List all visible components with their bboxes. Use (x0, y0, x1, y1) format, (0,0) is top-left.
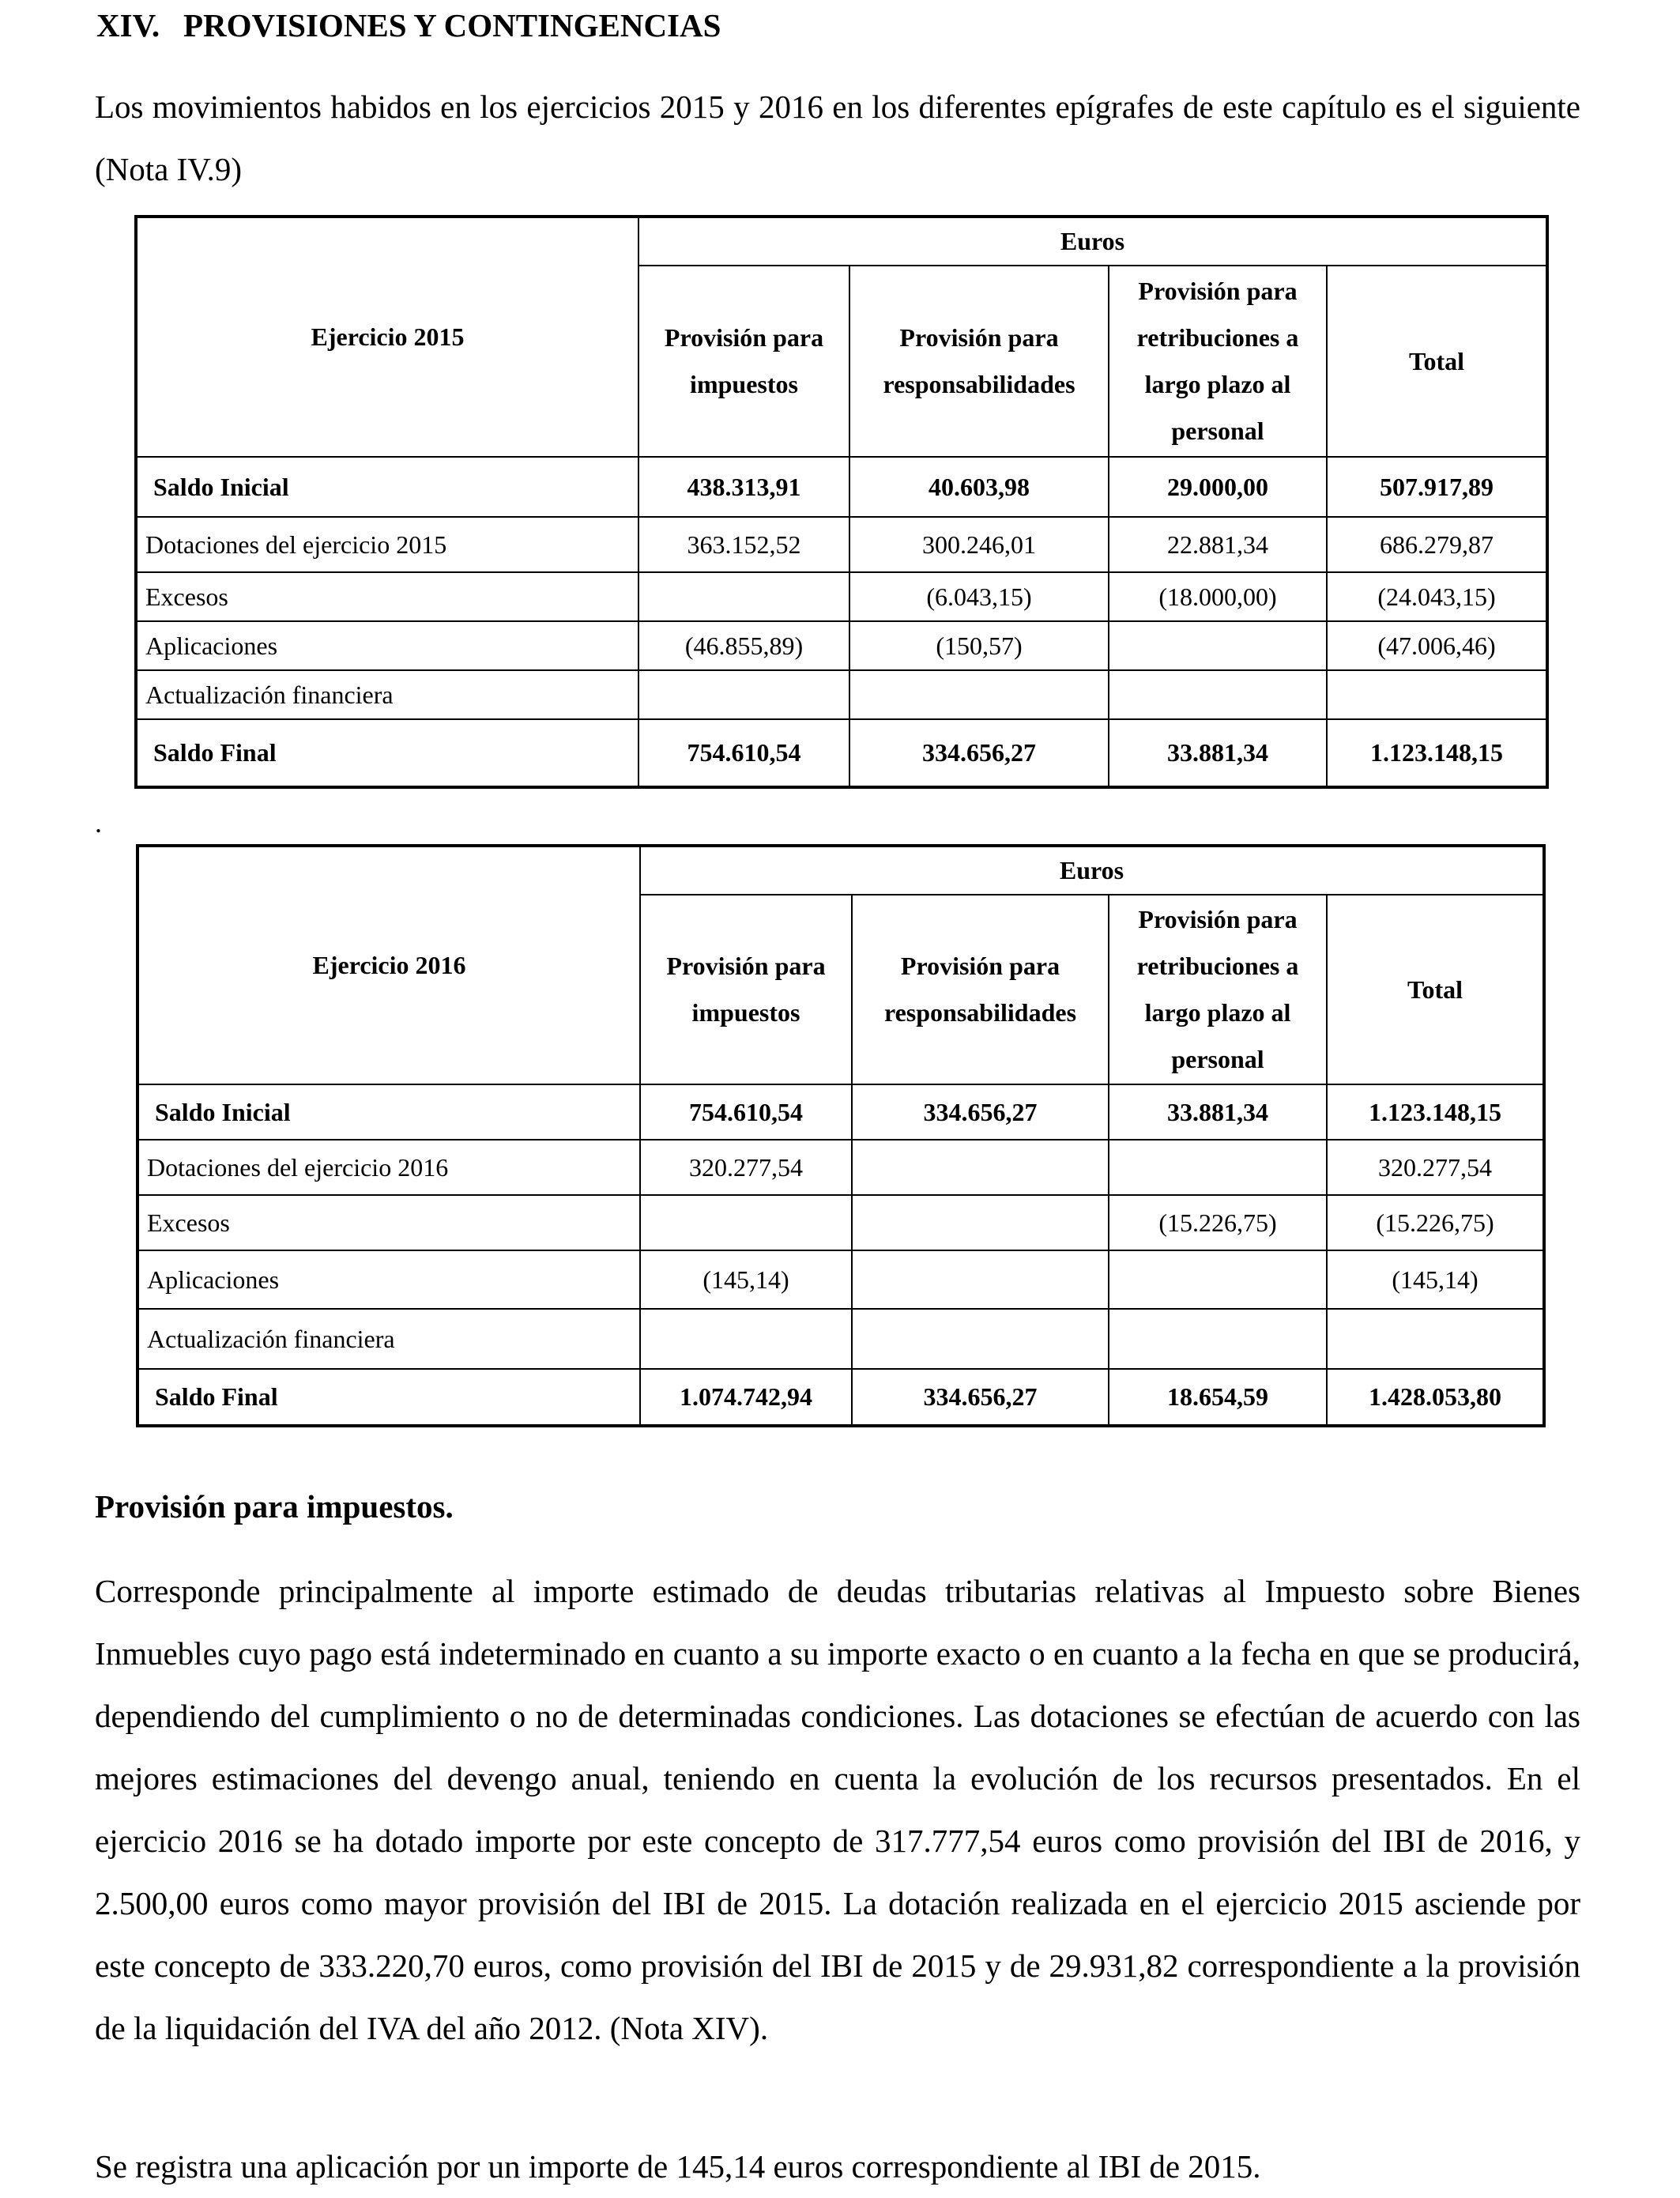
cell: 33.881,34 (1109, 719, 1327, 787)
provision-last-line: Se registra una aplicación por un importe de 145,14 euros correspondiente al IBI de 2015. (95, 2148, 1261, 2185)
column-header: Total (1327, 895, 1544, 1084)
table-row (136, 670, 1547, 719)
cell: 300.246,01 (849, 517, 1109, 572)
table-row (136, 621, 1547, 670)
cell: 1.074.742,94 (640, 1369, 852, 1426)
cell (849, 670, 1109, 719)
intro-paragraph: Los movimientos habidos en los ejercicios 2015 y 2016 en los diferentes epígrafes de este capítulo es el siguiente (Nota IV.9) (95, 89, 1580, 187)
provision-heading: Provisión para impuestos. (95, 1488, 454, 1525)
table-row (136, 457, 1547, 517)
cell: 33.881,34 (1109, 1084, 1327, 1140)
cell: 40.603,98 (849, 457, 1109, 517)
cell (852, 1195, 1109, 1250)
row-label: Saldo Inicial (137, 1084, 640, 1140)
cell: 29.000,00 (1109, 457, 1327, 517)
column-header: Provisión para impuestos (640, 895, 852, 1084)
cell: 507.917,89 (1327, 457, 1547, 517)
table-row (136, 517, 1547, 572)
group-header: Euros (640, 846, 1544, 895)
cell (640, 1309, 852, 1369)
cell: 334.656,27 (852, 1369, 1109, 1426)
column-header: Provisión para impuestos (638, 266, 849, 457)
cell (1109, 1309, 1327, 1369)
cell: 320.277,54 (1327, 1140, 1544, 1195)
table-row (137, 1250, 1544, 1309)
cell (1109, 1250, 1327, 1309)
cell: (18.000,00) (1109, 572, 1327, 621)
table-row (137, 1084, 1544, 1140)
cell: (145,14) (640, 1250, 852, 1309)
cell: 22.881,34 (1109, 517, 1327, 572)
cell (852, 1309, 1109, 1369)
row-label: Actualización financiera (136, 670, 638, 719)
column-header: Provisión para retribuciones a largo plazo al personal (1109, 895, 1327, 1084)
cell (1327, 670, 1547, 719)
column-header: Total (1327, 266, 1547, 457)
cell: 334.656,27 (852, 1084, 1109, 1140)
cell (852, 1250, 1109, 1309)
cell (640, 1195, 852, 1250)
table-row (137, 1369, 1544, 1426)
cell: 363.152,52 (638, 517, 849, 572)
cell (1109, 670, 1327, 719)
cell: 320.277,54 (640, 1140, 852, 1195)
cell: 754.610,54 (638, 719, 849, 787)
group-header: Euros (638, 217, 1547, 266)
cell (638, 670, 849, 719)
table-2015 (134, 215, 1549, 789)
cell: (150,57) (849, 621, 1109, 670)
row-label: Aplicaciones (136, 621, 638, 670)
cell: (15.226,75) (1109, 1195, 1327, 1250)
provision-paragraph: Corresponde principalmente al importe estimado de deudas tributarias relativas al Impuesto sobre Bienes Inmuebles cuyo pago está indeterminado en cuanto a su importe exacto o en cuanto a la fecha en que se producirá, dependiendo del cumplimiento o no de determinadas condiciones. Las dotaciones se efectúan de acuerdo con las mejores estimaciones del devengo anual, teniendo en cuenta la evolución de los recursos presentados. En el ejercicio 2016 se ha dotado importe por este concepto de 317.777,54 euros como provisión del IBI de 2016, y 2.500,00 euros como mayor provisión del IBI de 2015. La dotación realizada en el ejercicio 2015 asciende por este concepto de 333.220,70 euros, como provisión del IBI de 2015 y de 29.931,82 correspondiente a la provisión de la liquidación del IVA del año 2012. (Nota XIV). (95, 1573, 1580, 2046)
cell (638, 572, 849, 621)
table-row (137, 1309, 1544, 1369)
row-label: Dotaciones del ejercicio 2016 (137, 1140, 640, 1195)
cell (1109, 621, 1327, 670)
cell: 438.313,91 (638, 457, 849, 517)
cell: (46.855,89) (638, 621, 849, 670)
cell: (15.226,75) (1327, 1195, 1544, 1250)
row-label: Saldo Final (137, 1369, 640, 1426)
cell: (145,14) (1327, 1250, 1544, 1309)
table-row (136, 719, 1547, 787)
column-header: Provisión para responsabilidades (852, 895, 1109, 1084)
row-label: Excesos (136, 572, 638, 621)
section-heading (96, 6, 721, 44)
cell: 1.428.053,80 (1327, 1369, 1544, 1426)
cell: 334.656,27 (849, 719, 1109, 787)
column-header: Provisión para responsabilidades (849, 266, 1109, 457)
row-label: Excesos (137, 1195, 640, 1250)
section-title: PROVISIONES Y CONTINGENCIAS (183, 7, 721, 43)
table-2016 (136, 844, 1546, 1427)
table-corner-label: Ejercicio 2016 (137, 846, 640, 1084)
cell: 1.123.148,15 (1327, 1084, 1544, 1140)
cell (1109, 1140, 1327, 1195)
section-number: XIV. (96, 7, 160, 43)
table-row (136, 572, 1547, 621)
table-corner-label: Ejercicio 2015 (136, 217, 638, 457)
cell: 18.654,59 (1109, 1369, 1327, 1426)
row-label: Dotaciones del ejercicio 2015 (136, 517, 638, 572)
row-label: Saldo Inicial (136, 457, 638, 517)
table-row (137, 1195, 1544, 1250)
cell: 754.610,54 (640, 1084, 852, 1140)
cell: (47.006,46) (1327, 621, 1547, 670)
cell: 686.279,87 (1327, 517, 1547, 572)
column-header: Provisión para retribuciones a largo plazo al personal (1109, 266, 1327, 457)
row-label: Saldo Final (136, 719, 638, 787)
table-row (137, 1140, 1544, 1195)
separator-dot: . (95, 807, 102, 839)
cell (1327, 1309, 1544, 1369)
cell: (6.043,15) (849, 572, 1109, 621)
cell: 1.123.148,15 (1327, 719, 1547, 787)
row-label: Aplicaciones (137, 1250, 640, 1309)
cell: (24.043,15) (1327, 572, 1547, 621)
cell (852, 1140, 1109, 1195)
row-label: Actualización financiera (137, 1309, 640, 1369)
